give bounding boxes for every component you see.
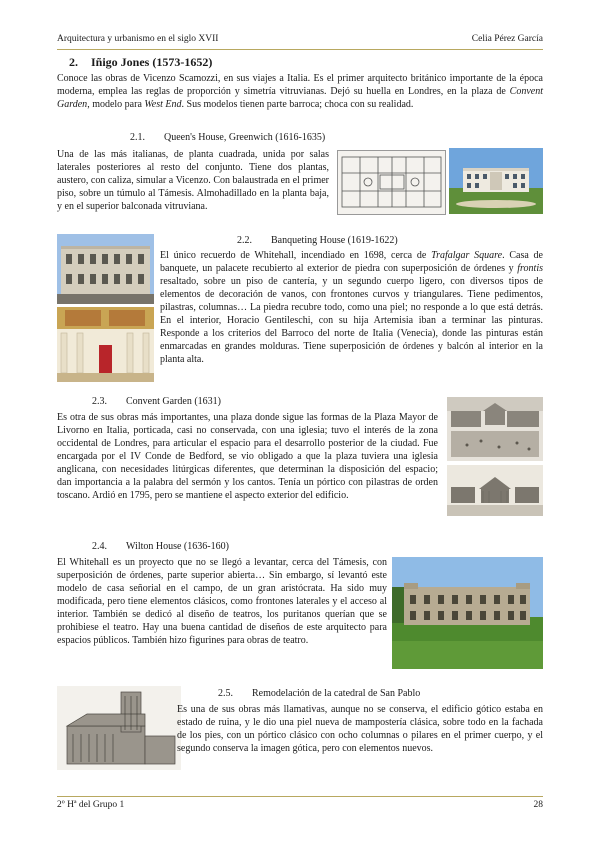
footer-left: 2º Hª del Grupo 1 xyxy=(57,800,125,810)
subsection-heading-banqueting-house: 2.2. Banqueting House (1619-1622) xyxy=(237,235,398,246)
st-pauls-cathedral-engraving xyxy=(57,686,181,770)
subsection-heading-wilton-house: 2.4. Wilton House (1636-160) xyxy=(92,541,229,552)
convent-garden-text: Es otra de sus obras más importantes, una plaza donde sigue las formas de la Plaza Mayor de Livorno en Italia, porticada, casi no conservada, con una iglesia; tuvo el interés de la zona occidental de Londres, para articular el espacio para el desarrollo posterior de la ciudad. Fue encargada por el IV Conde de Bedford, se vio obligado a que la plaza tuviera una iglesia anglicana, con necesidades litúrgicas diferentes, que determinan la disposición del espacio; dan importancia a la palabra del sermón y los cantos. Tenía un pórtico con pilastras de orden toscano. Ardió en 1795, pero se mantiene el aspecto exterior del edificio. xyxy=(57,412,438,501)
banqueting-house-exterior-photo xyxy=(57,234,154,304)
queens-house-floor-plan-image xyxy=(337,150,446,215)
page-number: 28 xyxy=(533,800,543,810)
subsection-heading-st-pauls: 2.5. Remodelación de la catedral de San Pablo xyxy=(218,688,421,699)
queens-house-photo xyxy=(449,148,543,214)
section-intro: Conoce las obras de Vicenzo Scamozzi, en sus viajes a Italia. Es el primer arquitecto británico importante de la época moderna, emplea las reglas de proporción y simetría vitruvianas. Dejó su huella en Londres, en la plaza de Convent Garden, modelo para West End. Sus modelos tienen parte barroca; choca con su realidad. xyxy=(57,73,543,110)
header-right: Celia Pérez García xyxy=(471,34,543,44)
section-number: 2. xyxy=(69,55,78,69)
subsection-heading-queens-house: 2.1. Queen's House, Greenwich (1616-1635) xyxy=(130,132,326,143)
subsection-heading-convent-garden: 2.3. Convent Garden (1631) xyxy=(92,396,221,407)
section-heading xyxy=(69,55,212,70)
st-pauls-text: Es una de sus obras más llamativas, aunque no se conserva, el edificio gótico estaba en estado de ruina, y le dio una piel nueva de mampostería clásica, sobre todo en la fachada de los pies, con un pórtico clásico con ocho columnas o pilares en el primer cuerpo, y el segundo conserva la imagen gótica, pero con elementos nuevos. xyxy=(177,704,543,754)
header-left: Arquitectura y urbanismo en el siglo XVII xyxy=(57,34,219,44)
queens-house-text: Una de las más italianas, de planta cuadrada, unida por salas laterales posteriores al resto del conjunto. Tiene dos plantas, austero, con caliza, simular a Vicenzo. Con balaustrada en el primer piso, sobre un túmulo al Támesis. Almohadillado en la planta baja, y en el superior balconada vitruviana. xyxy=(57,149,329,212)
page-header xyxy=(57,34,543,44)
wilton-house-photo xyxy=(392,557,543,669)
section-title: Iñigo Jones (1573-1652) xyxy=(91,55,213,69)
banqueting-house-text: El único recuerdo de Whitehall, incendiado en 1698, cerca de Trafalgar Square. Casa de banquete, un palacete recubierto al exterior de piedra con superposición de órdenes y frontis resaltado, sobre un piso de cantería, y un segundo cuerpo ligero, con diversos tipos de elementos de decoración de vanos, con frontones curvos y triangulares. Tiene pedimentos, pilastras, columnas… La piedra recubre todo, como una piel; no responde a lo que está detrás. En el interior, Horacio Gentileschi, con su hija Artemisia iban a terminar las pinturas. Responde a los criterios del Barroco del norte de Italia (Venecia), donde las pinturas están enmarcadas en grandes molduras. Tiene superposición de órdenes y balcón al interior en la planta alta. xyxy=(160,250,543,365)
page-footer xyxy=(57,800,543,810)
convent-garden-engraving-top xyxy=(447,397,543,461)
convent-garden-engraving-bottom xyxy=(447,465,543,516)
header-rule xyxy=(57,49,543,50)
wilton-house-text: El Whitehall es un proyecto que no se llegó a levantar, cerca del Támesis, con superposición de órdenes, parte superior abierta… Sin embargo, sí levantó este modelo de casa señorial en el campo, de un gran aristócrata. Ha sido muy modificada, pero tiene elementos clásicos, como frontones laterales y el acceso al interior. También se dedicó al diseño de teatros, los puritanos querían que se prohibiese el teatro. Hay una buena cantidad de diseños de este arquitecto para espacios públicos. También hizo figurines para obras de teatro. xyxy=(57,557,387,646)
banqueting-house-interior-photo xyxy=(57,307,154,382)
footer-rule xyxy=(57,796,543,797)
